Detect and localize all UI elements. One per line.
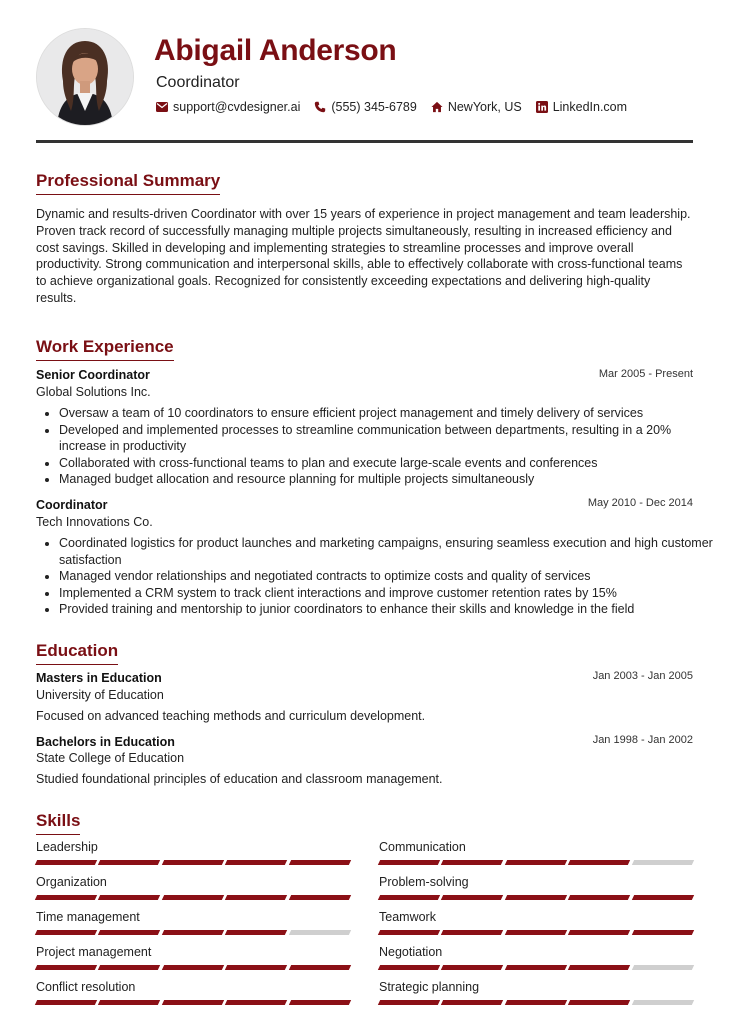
email-text: support@cvdesigner.ai	[173, 100, 301, 114]
skill-level-segment	[98, 1000, 161, 1005]
skill-level-segment	[35, 1000, 98, 1005]
skill-item	[36, 910, 350, 940]
skill-level-segment	[288, 965, 351, 970]
skill-name: Strategic planning	[379, 980, 480, 994]
candidate-role: Coordinator	[156, 74, 240, 91]
home-icon	[431, 101, 443, 113]
contact-linkedin[interactable]	[536, 100, 627, 114]
skill-level-segment	[505, 965, 568, 970]
skill-level-segment	[568, 860, 631, 865]
job-title: Coordinator	[36, 498, 108, 512]
contact-location	[431, 100, 522, 114]
skill-level-segment	[98, 930, 161, 935]
skill-level-segment	[378, 930, 441, 935]
job-title: Senior Coordinator	[36, 368, 150, 382]
skill-name: Negotiation	[379, 945, 443, 959]
skill-level-segment	[505, 860, 568, 865]
skill-level-segment	[288, 895, 351, 900]
linkedin-text: LinkedIn.com	[552, 100, 628, 114]
skill-level-segment	[98, 965, 161, 970]
skill-item	[36, 980, 350, 1010]
summary-text: Dynamic and results-driven Coordinator with over 15 years of experience in project management and team leadership. Proven track record of successfully managing multiple projects simultaneously, resulting in increased efficiency and cost savings. Skilled in developing and implementing strategies to streamline processes and improve overall productivity. Strong communication and interpersonal skills, able to effectively collaborate with cross-functional teams to achieve organizational goals. Recognized for consistently exceeding expectations and delivering high-quality results.	[36, 207, 691, 305]
skill-level-segment	[225, 1000, 288, 1005]
skill-level-segment	[378, 860, 441, 865]
skill-level-bar	[379, 965, 693, 970]
contact-phone[interactable]	[314, 100, 416, 114]
education-school: State College of Education	[36, 751, 185, 765]
education-heading: Education	[36, 641, 118, 665]
education-dates: Jan 1998 - Jan 2002	[592, 734, 693, 746]
skill-item	[379, 840, 693, 870]
education-school: University of Education	[36, 688, 164, 702]
list-item: • Implemented a CRM system to track client interactions and improve customer retention rates by 15%	[59, 585, 716, 602]
header-divider	[36, 140, 693, 143]
skill-level-segment	[568, 930, 631, 935]
envelope-icon	[156, 101, 168, 113]
skills-heading: Skills	[36, 811, 80, 835]
skill-level-segment	[162, 860, 225, 865]
location-text: NewYork, US	[447, 100, 522, 114]
skill-level-segment	[225, 930, 288, 935]
skill-level-segment	[98, 860, 161, 865]
contact-list	[156, 100, 627, 114]
summary-heading: Professional Summary	[36, 171, 220, 195]
skill-level-segment	[505, 895, 568, 900]
skill-level-segment	[631, 965, 694, 970]
skill-item	[36, 945, 350, 975]
skill-level-segment	[288, 930, 351, 935]
job-company: Tech Innovations Co.	[36, 515, 153, 529]
skill-name: Project management	[36, 945, 152, 959]
skill-level-bar	[379, 860, 693, 865]
skill-name: Teamwork	[379, 910, 436, 924]
skill-name: Conflict resolution	[36, 980, 136, 994]
experience-heading: Work Experience	[36, 337, 174, 361]
skill-level-segment	[378, 965, 441, 970]
phone-text: (555) 345-6789	[331, 100, 417, 114]
list-item: • Collaborated with cross-functional teams to plan and execute large-scale events and conferences	[59, 455, 716, 472]
skill-level-bar	[379, 1000, 693, 1005]
phone-icon	[314, 101, 326, 113]
skill-level-segment	[162, 930, 225, 935]
skill-level-segment	[631, 930, 694, 935]
list-item: • Managed budget allocation and resource planning for multiple projects simultaneously	[59, 471, 716, 488]
skill-level-segment	[441, 1000, 504, 1005]
skill-item	[379, 945, 693, 975]
education-description: Focused on advanced teaching methods and curriculum development.	[36, 709, 426, 723]
skill-level-segment	[162, 1000, 225, 1005]
skill-level-segment	[35, 860, 98, 865]
contact-email[interactable]	[156, 100, 300, 114]
skill-level-segment	[35, 965, 98, 970]
skill-level-segment	[378, 895, 441, 900]
list-item: • Provided training and mentorship to junior coordinators to enhance their skills and knowledge in the field	[59, 601, 716, 618]
skill-level-segment	[35, 895, 98, 900]
skill-level-segment	[288, 1000, 351, 1005]
skill-level-bar	[36, 860, 350, 865]
skill-item	[36, 875, 350, 905]
skill-level-bar	[36, 965, 350, 970]
skill-item	[379, 910, 693, 940]
job-dates: May 2010 - Dec 2014	[587, 497, 693, 509]
skill-level-segment	[225, 965, 288, 970]
skill-level-segment	[225, 895, 288, 900]
resume-header	[36, 28, 693, 140]
skill-name: Time management	[36, 910, 140, 924]
avatar	[36, 28, 134, 126]
skill-name: Communication	[379, 840, 466, 854]
skill-level-segment	[441, 895, 504, 900]
skill-name: Organization	[36, 875, 107, 889]
skill-level-segment	[631, 895, 694, 900]
linkedin-icon	[536, 101, 548, 113]
job-company: Global Solutions Inc.	[36, 385, 151, 399]
skill-name: Leadership	[36, 840, 98, 854]
skill-level-bar	[379, 895, 693, 900]
skill-item	[36, 840, 350, 870]
skill-level-segment	[505, 930, 568, 935]
education-description: Studied foundational principles of education and classroom management.	[36, 772, 443, 786]
skill-name: Problem-solving	[379, 875, 469, 889]
skill-level-segment	[441, 965, 504, 970]
job-bullets	[36, 405, 716, 488]
education-degree: Bachelors in Education	[36, 735, 175, 749]
skill-level-segment	[568, 965, 631, 970]
skill-level-segment	[631, 860, 694, 865]
skill-level-bar	[36, 1000, 350, 1005]
skill-level-segment	[162, 895, 225, 900]
skill-level-segment	[378, 1000, 441, 1005]
skill-level-segment	[288, 860, 351, 865]
list-item: • Coordinated logistics for product launches and marketing campaigns, ensuring seamless execution and high customer satisfaction	[59, 535, 716, 568]
skill-level-segment	[162, 965, 225, 970]
education-dates: Jan 2003 - Jan 2005	[592, 670, 693, 682]
skill-level-segment	[631, 1000, 694, 1005]
skill-level-segment	[441, 930, 504, 935]
skill-level-bar	[36, 930, 350, 935]
skill-level-segment	[225, 860, 288, 865]
skill-level-segment	[568, 1000, 631, 1005]
candidate-name: Abigail Anderson	[154, 34, 397, 67]
skill-level-segment	[568, 895, 631, 900]
skill-level-bar	[36, 895, 350, 900]
list-item: • Oversaw a team of 10 coordinators to ensure efficient project management and timely delivery of services	[59, 405, 716, 422]
skill-item	[379, 875, 693, 905]
skill-item	[379, 980, 693, 1010]
skill-level-segment	[505, 1000, 568, 1005]
job-bullets	[36, 535, 716, 618]
skill-level-segment	[98, 895, 161, 900]
profile-photo	[37, 29, 133, 125]
skill-level-segment	[35, 930, 98, 935]
job-dates: Mar 2005 - Present	[598, 368, 693, 380]
list-item: • Developed and implemented processes to streamline communication between departments, resulting in a 20% increase in productivity	[59, 422, 716, 455]
skill-level-bar	[379, 930, 693, 935]
education-degree: Masters in Education	[36, 671, 162, 685]
list-item: • Managed vendor relationships and negotiated contracts to optimize costs and quality of services	[59, 568, 716, 585]
skill-level-segment	[441, 860, 504, 865]
